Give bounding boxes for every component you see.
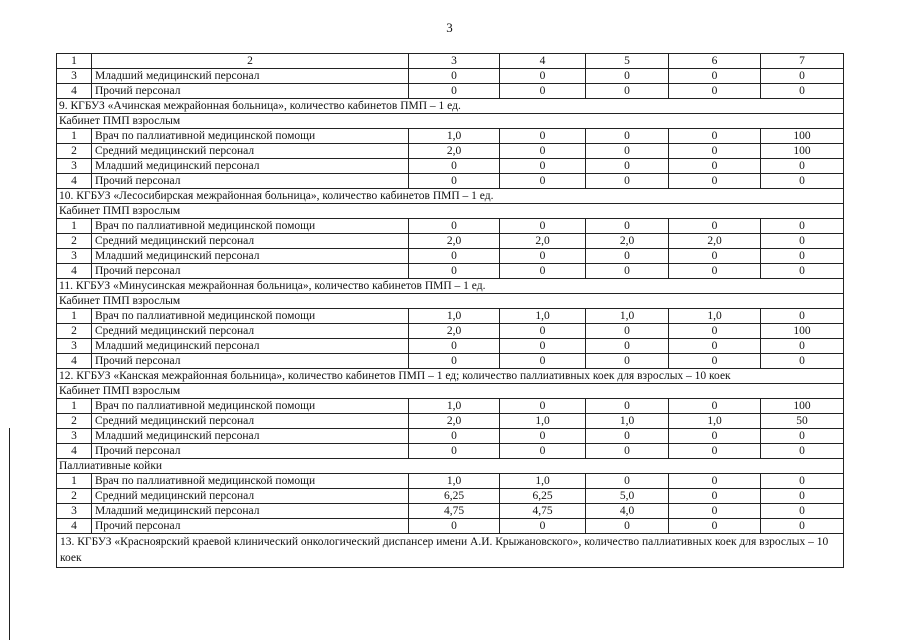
table-row (57, 354, 844, 369)
section-heading-wrapped (57, 534, 844, 568)
section-title: 13. КГБУЗ «Красноярский краевой клинический онкологический диспансер имени А.И. Крыжановского», количество паллиативных коек для взрослых – 10 коек (57, 534, 844, 568)
value-cell-col-7: 0 (761, 264, 844, 279)
table-row (57, 414, 844, 429)
value-cell-col-6: 0 (669, 504, 761, 519)
value-cell-col-3: 1,0 (409, 399, 500, 414)
value-cell-col-7: 0 (761, 519, 844, 534)
table-row (57, 399, 844, 414)
value-cell-col-5: 1,0 (586, 309, 669, 324)
value-cell-col-3: 0 (409, 219, 500, 234)
column-number-6: 6 (669, 54, 761, 69)
staffing-table (56, 53, 844, 568)
value-cell-col-4: 0 (500, 429, 586, 444)
table-row (57, 489, 844, 504)
table-row (57, 474, 844, 489)
value-cell-col-6: 2,0 (669, 234, 761, 249)
section-title: 12. КГБУЗ «Канская межрайонная больница», количество кабинетов ПМП – 1 ед; количество паллиативных коек для взрослых – 10 коек (57, 369, 844, 384)
value-cell-col-4: 0 (500, 324, 586, 339)
value-cell-col-7: 0 (761, 489, 844, 504)
value-cell-col-4: 4,75 (500, 504, 586, 519)
value-cell-col-6: 0 (669, 144, 761, 159)
row-number: 1 (57, 399, 92, 414)
value-cell-col-6: 1,0 (669, 309, 761, 324)
value-cell-col-5: 0 (586, 264, 669, 279)
table-row (57, 129, 844, 144)
column-number-7: 7 (761, 54, 844, 69)
value-cell-col-4: 0 (500, 249, 586, 264)
value-cell-col-7: 0 (761, 309, 844, 324)
value-cell-col-3: 0 (409, 519, 500, 534)
value-cell-col-4: 0 (500, 399, 586, 414)
table-row (57, 174, 844, 189)
value-cell-col-4: 0 (500, 84, 586, 99)
value-cell-col-4: 1,0 (500, 309, 586, 324)
value-cell-col-3: 0 (409, 264, 500, 279)
value-cell-col-6: 0 (669, 354, 761, 369)
value-cell-col-7: 100 (761, 324, 844, 339)
row-number: 2 (57, 144, 92, 159)
value-cell-col-4: 6,25 (500, 489, 586, 504)
value-cell-col-7: 0 (761, 474, 844, 489)
table-row (57, 144, 844, 159)
value-cell-col-3: 0 (409, 339, 500, 354)
section-title: Кабинет ПМП взрослым (57, 204, 844, 219)
section-title: 10. КГБУЗ «Лесосибирская межрайонная больница», количество кабинетов ПМП – 1 ед. (57, 189, 844, 204)
value-cell-col-4: 1,0 (500, 414, 586, 429)
value-cell-col-4: 0 (500, 339, 586, 354)
table-row (57, 504, 844, 519)
value-cell-col-5: 0 (586, 399, 669, 414)
row-number: 4 (57, 174, 92, 189)
staff-category: Врач по паллиативной медицинской помощи (92, 474, 409, 489)
value-cell-col-5: 2,0 (586, 234, 669, 249)
value-cell-col-7: 0 (761, 444, 844, 459)
value-cell-col-5: 0 (586, 444, 669, 459)
section-title: 11. КГБУЗ «Минусинская межрайонная больница», количество кабинетов ПМП – 1 ед. (57, 279, 844, 294)
value-cell-col-3: 0 (409, 84, 500, 99)
staff-category: Младший медицинский персонал (92, 339, 409, 354)
value-cell-col-4: 0 (500, 219, 586, 234)
staff-category: Врач по паллиативной медицинской помощи (92, 309, 409, 324)
value-cell-col-7: 100 (761, 129, 844, 144)
value-cell-col-3: 1,0 (409, 309, 500, 324)
value-cell-col-6: 0 (669, 324, 761, 339)
value-cell-col-6: 0 (669, 339, 761, 354)
column-number-1: 1 (57, 54, 92, 69)
value-cell-col-4: 0 (500, 69, 586, 84)
row-number: 1 (57, 219, 92, 234)
value-cell-col-6: 0 (669, 174, 761, 189)
staff-category: Врач по паллиативной медицинской помощи (92, 399, 409, 414)
page-number: 3 (446, 20, 453, 35)
staff-category: Средний медицинский персонал (92, 414, 409, 429)
value-cell-col-3: 0 (409, 174, 500, 189)
value-cell-col-7: 0 (761, 69, 844, 84)
table-row (57, 249, 844, 264)
section-heading (57, 384, 844, 399)
value-cell-col-6: 0 (669, 219, 761, 234)
value-cell-col-6: 0 (669, 399, 761, 414)
row-number: 1 (57, 309, 92, 324)
value-cell-col-5: 0 (586, 519, 669, 534)
value-cell-col-4: 0 (500, 174, 586, 189)
staff-category: Средний медицинский персонал (92, 489, 409, 504)
value-cell-col-5: 1,0 (586, 414, 669, 429)
row-number: 2 (57, 324, 92, 339)
value-cell-col-3: 2,0 (409, 144, 500, 159)
value-cell-col-4: 2,0 (500, 234, 586, 249)
value-cell-col-3: 0 (409, 444, 500, 459)
value-cell-col-5: 0 (586, 219, 669, 234)
staff-category: Младший медицинский персонал (92, 429, 409, 444)
table-row (57, 69, 844, 84)
value-cell-col-3: 1,0 (409, 129, 500, 144)
value-cell-col-7: 0 (761, 354, 844, 369)
staff-category: Прочий персонал (92, 444, 409, 459)
section-heading (57, 114, 844, 129)
value-cell-col-5: 0 (586, 69, 669, 84)
staff-category: Средний медицинский персонал (92, 144, 409, 159)
column-number-5: 5 (586, 54, 669, 69)
column-number-2: 2 (92, 54, 409, 69)
row-number: 4 (57, 264, 92, 279)
value-cell-col-4: 0 (500, 519, 586, 534)
row-number: 2 (57, 414, 92, 429)
section-heading (57, 279, 844, 294)
value-cell-col-7: 0 (761, 159, 844, 174)
value-cell-col-6: 0 (669, 444, 761, 459)
row-number: 3 (57, 339, 92, 354)
value-cell-col-6: 0 (669, 429, 761, 444)
staff-category: Прочий персонал (92, 84, 409, 99)
value-cell-col-4: 0 (500, 159, 586, 174)
table-header-row (57, 54, 844, 69)
value-cell-col-5: 4,0 (586, 504, 669, 519)
value-cell-col-5: 0 (586, 474, 669, 489)
value-cell-col-5: 5,0 (586, 489, 669, 504)
table-row (57, 324, 844, 339)
row-number: 4 (57, 444, 92, 459)
staff-category: Прочий персонал (92, 264, 409, 279)
value-cell-col-4: 0 (500, 354, 586, 369)
row-number: 4 (57, 84, 92, 99)
value-cell-col-5: 0 (586, 339, 669, 354)
value-cell-col-3: 1,0 (409, 474, 500, 489)
value-cell-col-4: 1,0 (500, 474, 586, 489)
row-number: 3 (57, 159, 92, 174)
staff-category: Средний медицинский персонал (92, 234, 409, 249)
section-heading (57, 369, 844, 384)
staff-category: Врач по паллиативной медицинской помощи (92, 129, 409, 144)
value-cell-col-3: 0 (409, 249, 500, 264)
value-cell-col-5: 0 (586, 324, 669, 339)
value-cell-col-7: 0 (761, 504, 844, 519)
value-cell-col-4: 0 (500, 264, 586, 279)
staff-category: Прочий персонал (92, 174, 409, 189)
row-number: 1 (57, 129, 92, 144)
row-number: 4 (57, 354, 92, 369)
binding-margin-line (9, 428, 10, 640)
table-row (57, 519, 844, 534)
staff-category: Врач по паллиативной медицинской помощи (92, 219, 409, 234)
value-cell-col-7: 0 (761, 219, 844, 234)
value-cell-col-3: 2,0 (409, 414, 500, 429)
value-cell-col-5: 0 (586, 144, 669, 159)
section-title: Кабинет ПМП взрослым (57, 384, 844, 399)
staff-category: Младший медицинский персонал (92, 69, 409, 84)
row-number: 1 (57, 474, 92, 489)
value-cell-col-7: 0 (761, 429, 844, 444)
value-cell-col-6: 0 (669, 474, 761, 489)
value-cell-col-3: 6,25 (409, 489, 500, 504)
value-cell-col-7: 100 (761, 144, 844, 159)
value-cell-col-3: 2,0 (409, 324, 500, 339)
staff-category: Прочий персонал (92, 354, 409, 369)
staff-category: Младший медицинский персонал (92, 249, 409, 264)
value-cell-col-6: 0 (669, 129, 761, 144)
staff-category: Прочий персонал (92, 519, 409, 534)
staff-category: Младший медицинский персонал (92, 504, 409, 519)
row-number: 3 (57, 504, 92, 519)
value-cell-col-3: 2,0 (409, 234, 500, 249)
value-cell-col-7: 0 (761, 339, 844, 354)
value-cell-col-5: 0 (586, 429, 669, 444)
value-cell-col-7: 0 (761, 249, 844, 264)
section-heading (57, 204, 844, 219)
section-heading (57, 459, 844, 474)
value-cell-col-3: 0 (409, 429, 500, 444)
value-cell-col-7: 50 (761, 414, 844, 429)
value-cell-col-6: 0 (669, 519, 761, 534)
row-number: 2 (57, 489, 92, 504)
table-row (57, 84, 844, 99)
value-cell-col-6: 0 (669, 84, 761, 99)
section-title: Кабинет ПМП взрослым (57, 294, 844, 309)
value-cell-col-3: 0 (409, 69, 500, 84)
row-number: 2 (57, 234, 92, 249)
table-row (57, 309, 844, 324)
value-cell-col-5: 0 (586, 129, 669, 144)
section-title: Кабинет ПМП взрослым (57, 114, 844, 129)
row-number: 3 (57, 429, 92, 444)
staff-category: Младший медицинский персонал (92, 159, 409, 174)
value-cell-col-4: 0 (500, 444, 586, 459)
table-row (57, 159, 844, 174)
value-cell-col-5: 0 (586, 84, 669, 99)
value-cell-col-3: 0 (409, 354, 500, 369)
section-heading (57, 189, 844, 204)
section-title: 9. КГБУЗ «Ачинская межрайонная больница», количество кабинетов ПМП – 1 ед. (57, 99, 844, 114)
value-cell-col-3: 4,75 (409, 504, 500, 519)
table-row (57, 219, 844, 234)
value-cell-col-7: 100 (761, 399, 844, 414)
table-row (57, 234, 844, 249)
row-number: 4 (57, 519, 92, 534)
value-cell-col-6: 0 (669, 249, 761, 264)
section-heading (57, 99, 844, 114)
staff-category: Средний медицинский персонал (92, 324, 409, 339)
column-number-3: 3 (409, 54, 500, 69)
value-cell-col-5: 0 (586, 249, 669, 264)
column-number-4: 4 (500, 54, 586, 69)
row-number: 3 (57, 69, 92, 84)
value-cell-col-5: 0 (586, 159, 669, 174)
value-cell-col-3: 0 (409, 159, 500, 174)
value-cell-col-6: 0 (669, 264, 761, 279)
value-cell-col-7: 0 (761, 174, 844, 189)
value-cell-col-6: 0 (669, 69, 761, 84)
value-cell-col-4: 0 (500, 144, 586, 159)
value-cell-col-6: 0 (669, 159, 761, 174)
value-cell-col-5: 0 (586, 174, 669, 189)
value-cell-col-7: 0 (761, 84, 844, 99)
table-row (57, 444, 844, 459)
section-heading (57, 294, 844, 309)
row-number: 3 (57, 249, 92, 264)
table-row (57, 339, 844, 354)
value-cell-col-6: 1,0 (669, 414, 761, 429)
table-row (57, 264, 844, 279)
value-cell-col-6: 0 (669, 489, 761, 504)
section-title: Паллиативные койки (57, 459, 844, 474)
value-cell-col-5: 0 (586, 354, 669, 369)
value-cell-col-4: 0 (500, 129, 586, 144)
value-cell-col-7: 0 (761, 234, 844, 249)
table-row (57, 429, 844, 444)
